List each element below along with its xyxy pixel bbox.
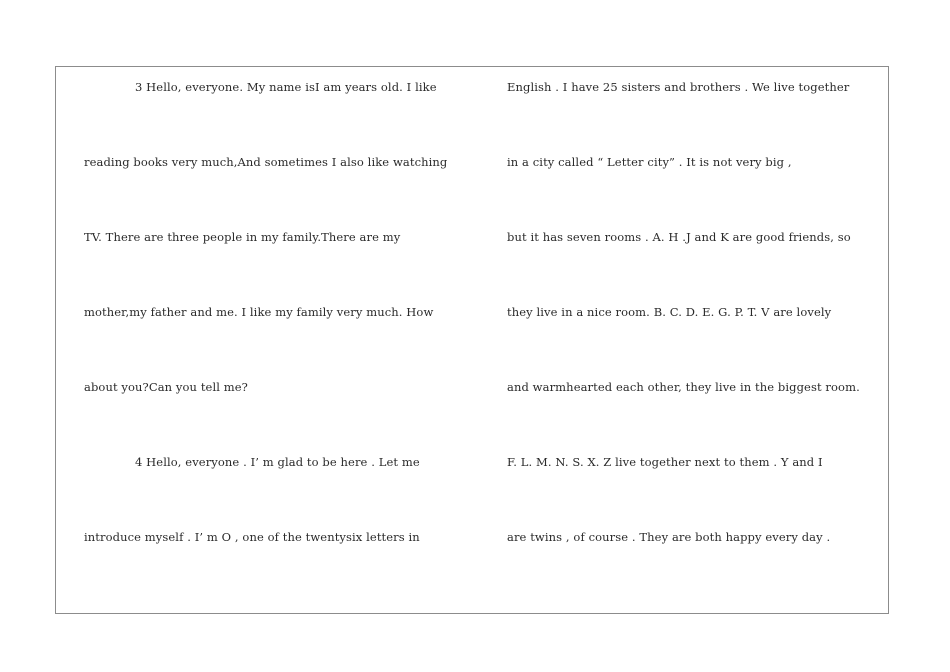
text-line: reading books very much,And sometimes I also like watching xyxy=(84,155,448,169)
text-line: and warmhearted each other, they live in the biggest room. xyxy=(507,380,860,394)
text-line: TV. There are three people in my family.There are my xyxy=(84,230,401,244)
text-line: mother,my father and me. I like my family very much. How xyxy=(84,305,434,319)
text-line: in a city called “ Letter city” . It is not very big , xyxy=(507,155,792,169)
text-line: about you?Can you tell me? xyxy=(84,380,248,394)
text-line: 3 Hello, everyone. My name isI am years old. I like xyxy=(135,80,437,94)
text-line: 4 Hello, everyone . I’ m glad to be here . Let me xyxy=(135,455,420,469)
text-line: they live in a nice room. B. C. D. E. G. P. T. V are lovely xyxy=(507,305,832,319)
text-line: English . I have 25 sisters and brothers . We live together xyxy=(507,80,850,94)
text-line: but it has seven rooms . A. H .J and K are good friends, so xyxy=(507,230,851,244)
text-line: are twins , of course . They are both happy every day . xyxy=(507,530,831,544)
text-line: F. L. M. N. S. X. Z live together next to them . Y and I xyxy=(507,455,823,469)
text-line: introduce myself . I’ m O , one of the twentysix letters in xyxy=(84,530,420,544)
